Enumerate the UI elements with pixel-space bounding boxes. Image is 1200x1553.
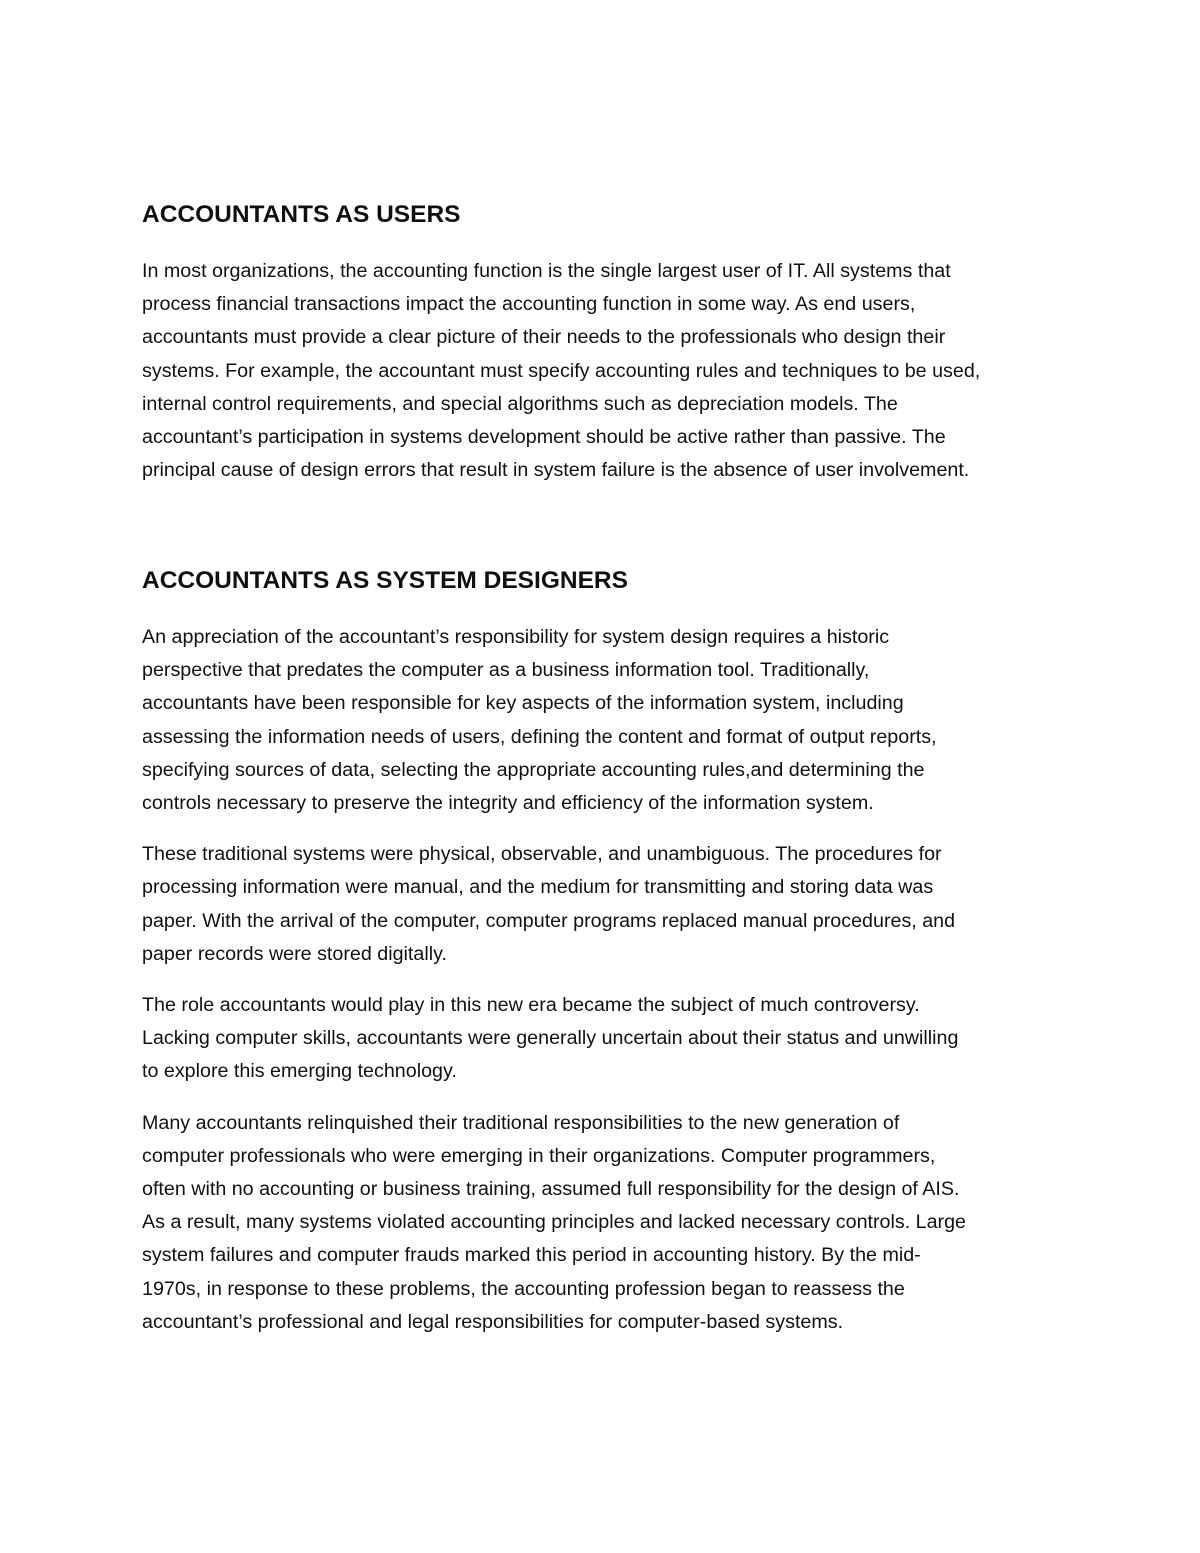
text-line: internal control requirements, and special algorithms such as depreciation models. The xyxy=(142,392,898,415)
text-line: As a result, many systems violated accounting principles and lacked necessary controls. Large xyxy=(142,1211,967,1234)
text-line: often with no accounting or business training, assumed full responsibility for the design of AIS. xyxy=(142,1178,960,1201)
text-line: These traditional systems were physical, observable, and unambiguous. The procedures for xyxy=(142,843,942,866)
text-line: Many accountants relinquished their traditional responsibilities to the new generation of xyxy=(142,1111,900,1134)
paragraph xyxy=(142,838,1072,971)
text-line: process financial transactions impact the accounting function in some way. As end users, xyxy=(142,293,916,316)
paragraph xyxy=(142,255,1072,487)
section-accountants-as-users xyxy=(142,200,1072,487)
paragraph xyxy=(142,1107,1072,1339)
text-line: In most organizations, the accounting function is the single largest user of IT. All systems that xyxy=(142,260,951,282)
paragraph xyxy=(142,989,1072,1089)
text-line: accountant’s professional and legal responsibilities for computer-based systems. xyxy=(142,1310,844,1333)
section-heading: ACCOUNTANTS AS USERS xyxy=(142,201,461,228)
text-line: controls necessary to preserve the integrity and efficiency of the information system. xyxy=(142,792,874,815)
text-line: computer professionals who were emerging in their organizations. Computer programmers, xyxy=(142,1144,936,1167)
text-line: principal cause of design errors that result in system failure is the absence of user involvement. xyxy=(142,459,970,482)
text-line: assessing the information needs of users, defining the content and format of output reports, xyxy=(142,725,937,748)
text-line: accountants have been responsible for key aspects of the information system, including xyxy=(142,692,904,715)
text-line: 1970s, in response to these problems, the accounting profession began to reassess the xyxy=(142,1277,905,1300)
text-line: paper records were stored digitally. xyxy=(142,942,447,965)
text-line: accountants must provide a clear picture of their needs to the professionals who design their xyxy=(142,326,946,349)
text-line: systems. For example, the accountant must specify accounting rules and techniques to be used, xyxy=(142,359,981,382)
text-line: Lacking computer skills, accountants were generally uncertain about their status and unwilling xyxy=(142,1027,959,1050)
section-accountants-as-system-designers xyxy=(142,566,1072,1339)
text-line: processing information were manual, and the medium for transmitting and storing data was xyxy=(142,876,934,899)
paragraph xyxy=(142,621,1072,820)
text-line: to explore this emerging technology. xyxy=(142,1060,457,1083)
text-line: accountant’s participation in systems development should be active rather than passive. The xyxy=(142,426,946,449)
text-line: perspective that predates the computer as a business information tool. Traditionally, xyxy=(142,659,870,682)
text-line: specifying sources of data, selecting the appropriate accounting rules,and determining the xyxy=(142,758,925,781)
section-heading: ACCOUNTANTS AS SYSTEM DESIGNERS xyxy=(142,567,628,594)
text-line: system failures and computer frauds marked this period in accounting history. By the mid- xyxy=(142,1244,921,1267)
text-line: An appreciation of the accountant’s responsibility for system design requires a historic xyxy=(142,626,890,648)
text-line: paper. With the arrival of the computer, computer programs replaced manual procedures, and xyxy=(142,909,956,932)
text-line: The role accountants would play in this new era became the subject of much controversy. xyxy=(142,994,920,1017)
